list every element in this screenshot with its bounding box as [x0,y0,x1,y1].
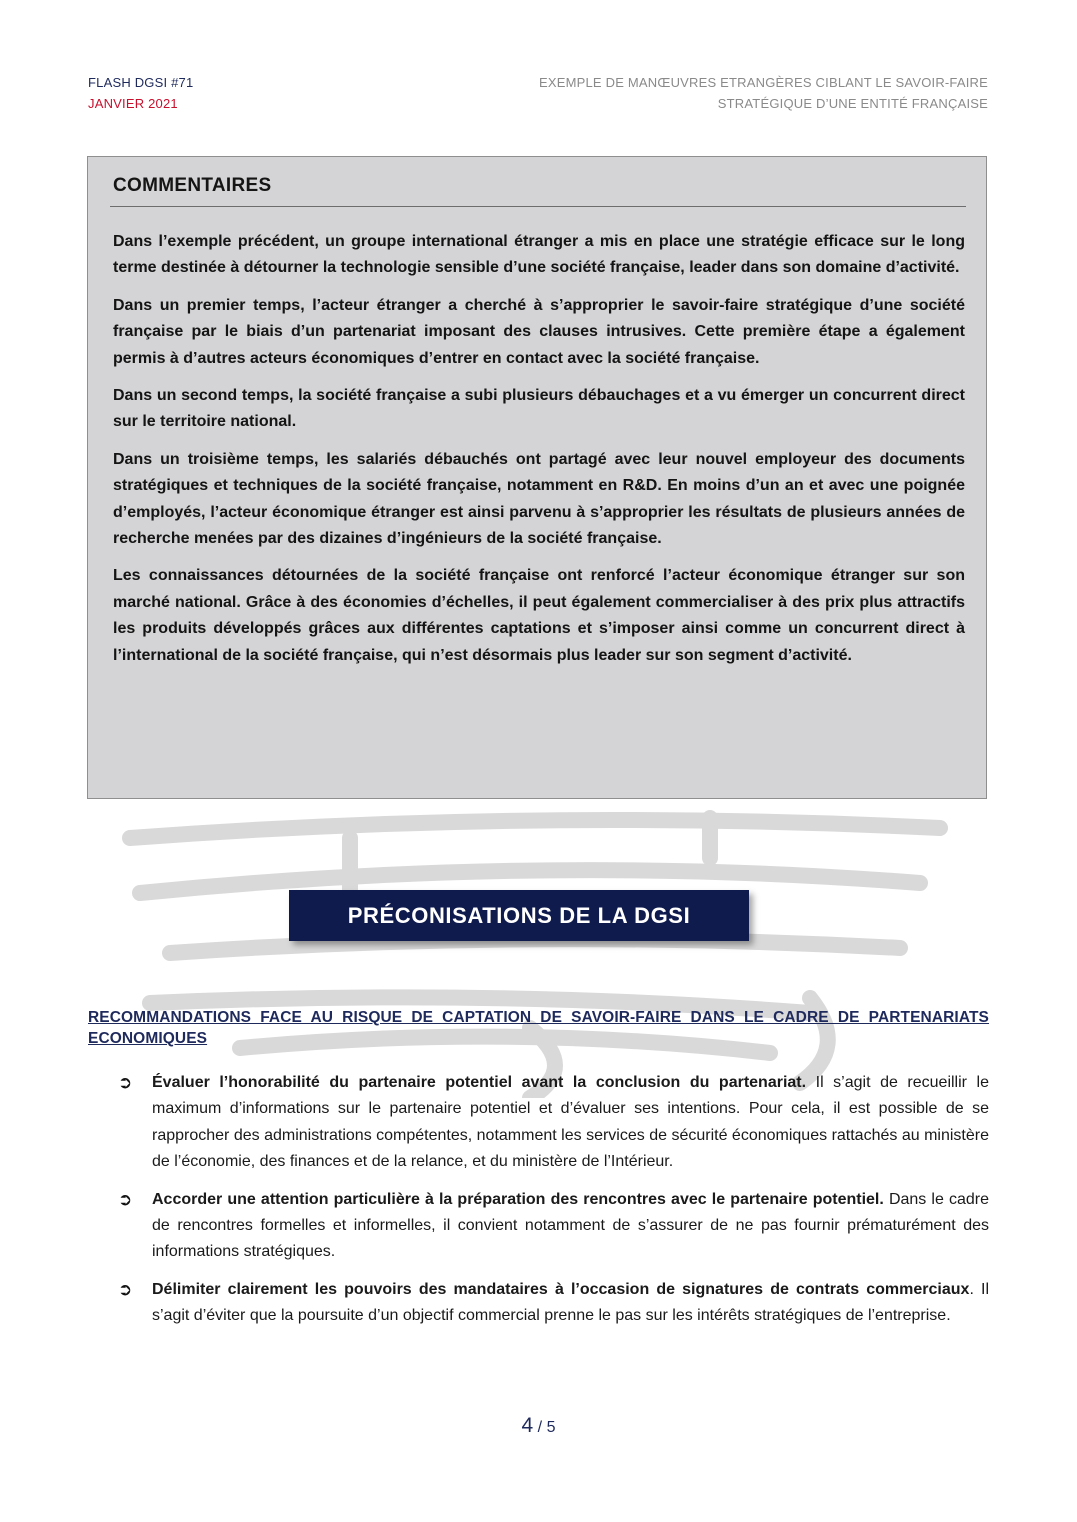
recommendations-section-title: RECOMMANDATIONS FACE AU RISQUE DE CAPTATION DE SAVOIR-FAIRE DANS LE CADRE DE PARTENARIATS ECONOMIQUES [88,1009,989,1047]
page-separator: / [537,1419,543,1436]
comment-paragraph: Les connaissances détournées de la société française ont renforcé l’acteur économique étranger sur son marché national. Grâce à des économies d’échelles, il peut également commercialiser à des prix plus attractifs les produits développés grâces aux différentes captations et s’imposer ainsi comme un concurrent direct à l’international de la société française, qui n’est désormais plus leader sur son segment d’activité. [113,567,965,664]
comment-paragraph: Dans un premier temps, l’acteur étranger a cherché à s’approprier le savoir-faire stratégique d’une société française par le biais d’un partenariat imposant des clauses intrusives. Cette première étape a également permis à d’autres acteurs économiques d’entrer en contact avec la société française. [113,296,965,367]
recommendation-text: Dans le cadre de rencontres formelles et informelles, il convient notamment de s’assurer de ne pas fournir prématurément des informations stratégiques. [152,1190,990,1261]
recommendations-list [118,1070,989,1341]
comments-box [87,156,987,799]
publication-title: FLASH DGSI #71 [88,75,194,90]
document-header-right [468,72,988,114]
recommendation-lead: Accorder une attention particulière à la préparation des rencontres avec le partenaire potentiel. [152,1190,884,1208]
recommendation-text: . Il s’agit d’éviter que la poursuite d’un objectif commercial prenne le pas sur les intérêts stratégiques de l’entreprise. [152,1280,990,1325]
recommendation-lead: Délimiter clairement les pouvoirs des mandataires à l’occasion de signatures de contrats commerciaux [152,1280,970,1298]
comments-divider [110,206,966,207]
list-item [118,1277,989,1330]
recommendation-lead: Évaluer l’honorabilité du partenaire potentiel avant la conclusion du partenariat. [152,1074,807,1091]
document-subject-line1: EXEMPLE DE MANŒUVRES ETRANGÈRES CIBLANT LE SAVOIR-FAIRE [538,75,988,90]
publication-date: JANVIER 2021 [88,96,178,111]
document-subject-line2: STRATÉGIQUE D’UNE ENTITÉ FRANÇAISE [717,96,988,111]
right-arrow-icon: ➲ [118,1189,133,1209]
comment-paragraph: Dans un troisième temps, les salariés débauchés ont partagé avec leur nouvel employeur des documents stratégiques et techniques de la société française, notamment en R&D. En moins d’un an et avec une poignée d’employés, l’acteur économique étranger est ainsi parvenu à s’approprier les résultats de plusieurs années de recherche menées par des dizaines d’ingénieurs de la société française. [113,450,965,548]
dgsi-watermark-graphic [110,798,960,1098]
document-header-left [88,72,193,114]
total-pages: 5 [546,1419,556,1436]
comments-title: COMMENTAIRES [113,175,272,196]
page-number [0,1414,1077,1438]
recommendation-text: Il s’agit de recueillir le maximum d’informations sur le partenaire potentiel et d’évaluer ses intentions. Pour cela, il est possible de se rapprocher des administrations compétentes, notamment les services de sécurité économiques rattachés au ministère de l’économie, des finances et de la relance, et du ministère de l’Intérieur. [152,1074,990,1171]
comment-paragraph: Dans un second temps, la société française a subi plusieurs débauchages et a vu émerger un concurrent direct sur le territoire national. [113,387,965,431]
right-arrow-icon: ➲ [118,1073,133,1092]
comment-paragraph: Dans l’exemple précédent, un groupe international étranger a mis en place une stratégie efficace sur le long terme destinée à détourner la technologie sensible d’une société française, leader dans son domaine d’activité. [113,233,965,277]
list-item [118,1187,989,1266]
recommendations-banner: PRÉCONISATIONS DE LA DGSI [289,890,749,941]
current-page: 4 [521,1414,534,1437]
comments-body [113,229,965,680]
right-arrow-icon: ➲ [118,1279,133,1299]
list-item [118,1070,989,1176]
